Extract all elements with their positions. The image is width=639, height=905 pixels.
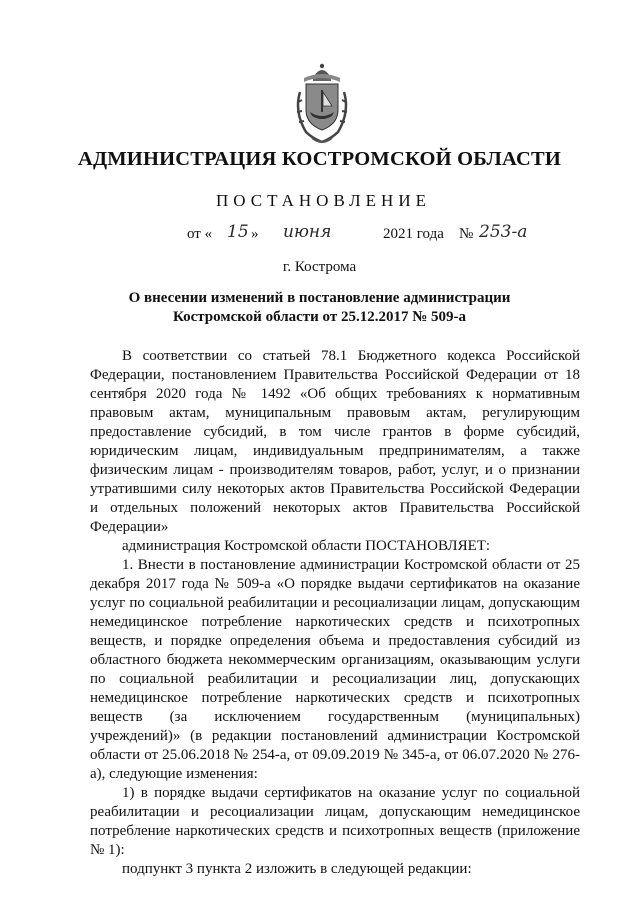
- subject-line-1: О внесении изменений в постановление администрации: [128, 290, 511, 306]
- item-1-paragraph: 1. Внести в постановление администрации Костромской области от 25 декабря 2017 года № 509-а «О порядке выдачи сертификатов на оказание услуг по социальной реабилитации и ресоциализации лицам, допускающим немедицинское потребление наркотических средств и психотропных веществ, и порядке определения объема и предоставления субсидий из областного бюджета некоммерческим организациям, оказывающим услуги по социальной реабилитации и ресоциализации лиц, допускающих немедицинское потребление наркотических средств и психотропных веществ (за исключением государственным (муниципальных) учреждений)» (в редакции постановлений администрации Костромской области от 25.06.2018 № 254-а, от 09.09.2019 № 345-а, от 06.07.2020 № 276-а), следующие изменения:: [90, 557, 580, 782]
- date-number-line: [187, 222, 547, 248]
- day-handwritten: 15: [227, 222, 249, 242]
- date-prefix: от «: [187, 226, 213, 242]
- subitem-1-paragraph: 1) в порядке выдачи сертификатов на оказание услуг по социальной реабилитации и ресоциализации лицам, допускающим немедицинское потребление наркотических средств и психотропных веществ (приложение № 1):: [90, 785, 580, 858]
- resolves-paragraph: администрация Костромской области ПОСТАНОВЛЯЕТ:: [122, 538, 491, 554]
- date-quote-close: »: [251, 226, 259, 242]
- number-prefix: №: [459, 226, 474, 242]
- preamble-paragraph: В соответствии со статьей 78.1 Бюджетного кодекса Российской Федерации, постановлением Правительства Российской Федерации от 18 сентября 2020 года № 1492 «Об общих требованиях к нормативным правовым актам, муниципальным правовым актам, регулирующим предоставление субсидий, в том числе грантов в форме субсидий, юридическим лицам, индивидуальным предпринимателям, а также физическим лицам - производителям товаров, работ, услуг, и о признании утратившими силу некоторых актов Правительства Российской Федерации и отдельных положений некоторых актов Правительства Российской Федерации»: [90, 348, 580, 535]
- subitem-1-point-paragraph: подпункт 3 пункта 2 изложить в следующей редакции:: [122, 861, 472, 877]
- month-handwritten: июня: [283, 222, 332, 242]
- coat-of-arms-icon: [292, 62, 352, 146]
- year-text: 2021 года: [383, 226, 444, 242]
- document-type: ПОСТАНОВЛЕНИЕ: [215, 191, 431, 210]
- document-subject: [0, 289, 639, 327]
- document-body: [90, 347, 580, 879]
- city-name: г. Кострома: [282, 259, 357, 275]
- subject-line-2: Костромской области от 25.12.2017 № 509-а: [172, 309, 467, 325]
- number-handwritten: 253-а: [479, 222, 528, 242]
- organization-title: АДМИНИСТРАЦИЯ КОСТРОМСКОЙ ОБЛАСТИ: [77, 148, 562, 170]
